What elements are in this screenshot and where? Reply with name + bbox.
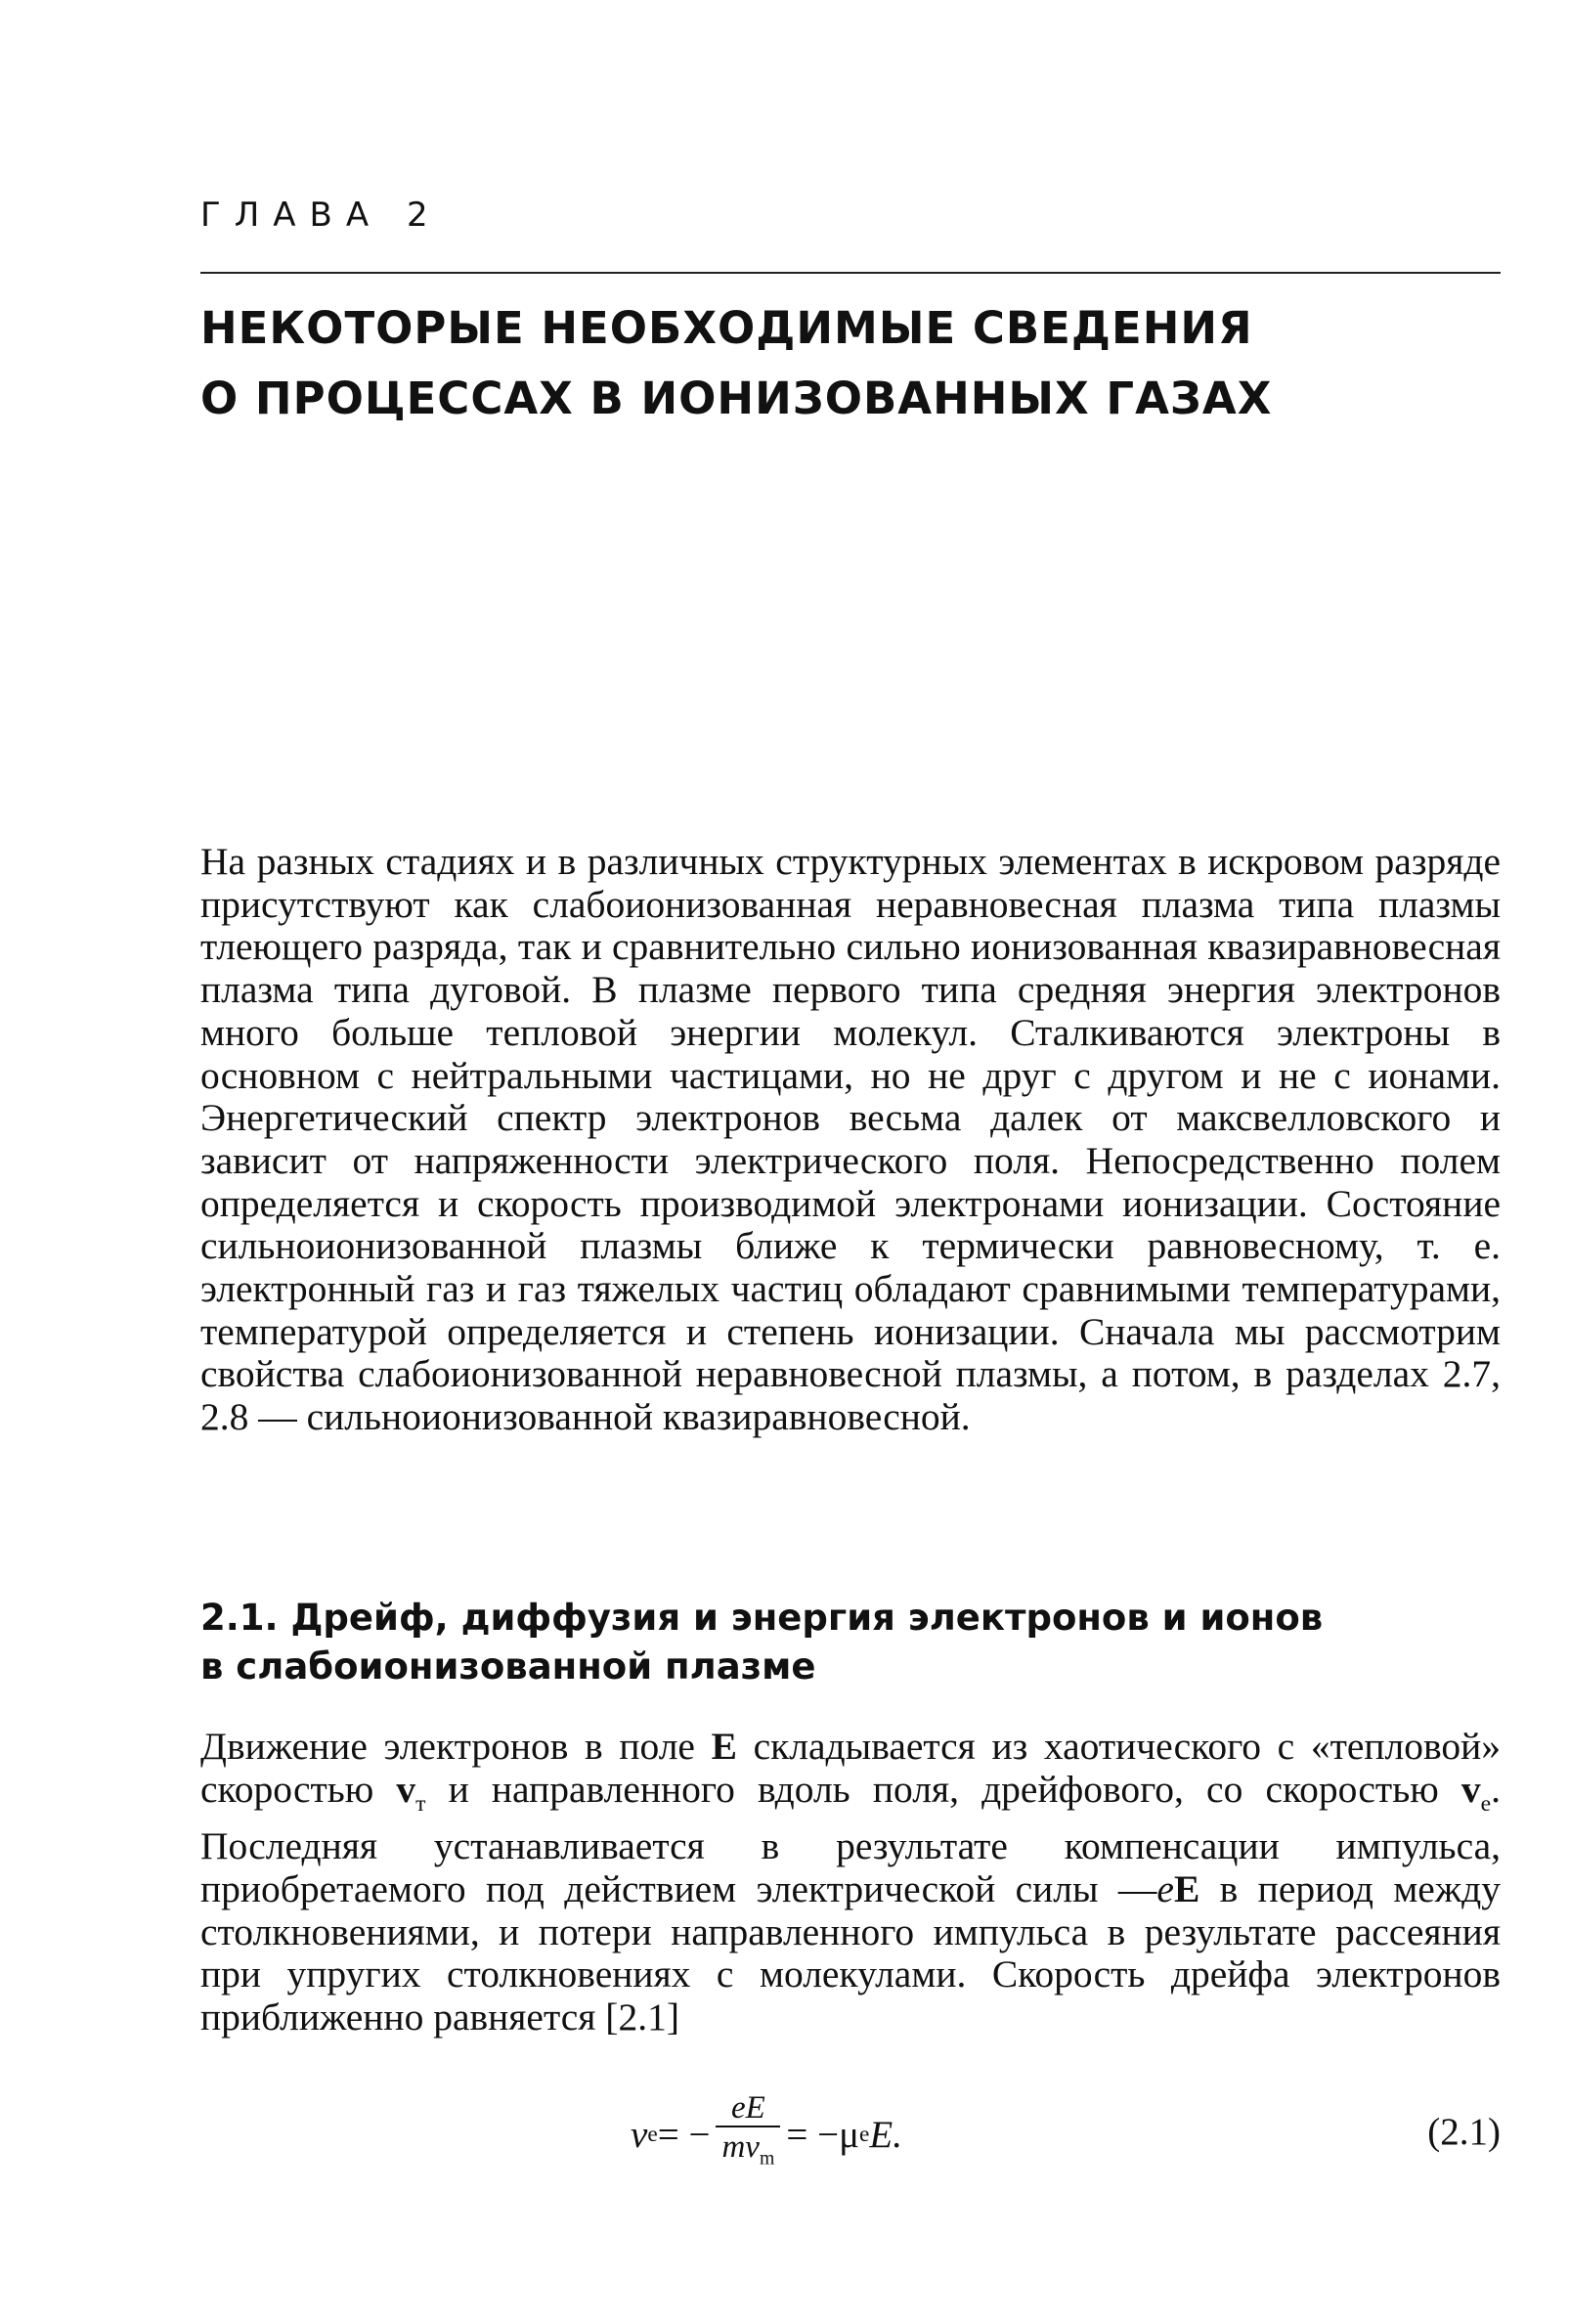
eq-numerator: eE <box>730 2090 765 2127</box>
eq-rhs: E. <box>869 2113 902 2156</box>
section-heading-line-1: 2.1. Дрейф, диффузия и энергия электронов и ионов <box>200 1597 1324 1639</box>
eq-mu-subscript: e <box>858 2121 870 2147</box>
eq-denominator <box>716 2126 780 2178</box>
section-text-1: Движение электронов в поле <box>200 1725 712 1768</box>
thermal-velocity-subscript: т <box>415 1790 426 1817</box>
intro-paragraph: На разных стадиях и в различных структурных элементах в искровом разряде присутствуют как слабоионизованная неравновесная плазма типа плазмы тлеющего разряда, так и сравнительно сильно ионизованная квазиравновесная плазма типа дуговой. В плазме первого типа средняя энергия электронов много больше тепловой энергии молекул. Сталкиваются электроны в основном с нейтральными частицами, но не друг с другом и не с ионами. Энергетический спектр электронов весьма далек от максвелловского и зависит от напряженности электрического поля. Непосредственно полем определяется и скорость производимой электронами ионизации. Состояние сильноионизованной плазмы ближе к термически равновесному, т. е. электронный газ и газ тяжелых частиц обладают сравнимыми температурами, температурой определяется и степень ионизации. Сначала мы рассмотрим свойства слабоионизованной неравновесной плазмы, а потом, в разделах 2.7, 2.8 — сильноионизованной квазиравновесной. <box>200 840 1501 1439</box>
eq-denominator-text: mν <box>721 2129 760 2166</box>
eq-equals-2: = −μ <box>786 2113 859 2156</box>
eq-denominator-subscript: m <box>759 2147 775 2170</box>
eq-lhs: v <box>631 2113 648 2156</box>
section-text-5: в период между столкновениями, и потери направленного импульса в результате рассеяния при упругих столкновениях с молекулами. Скорость дрейфа электронов приближенно равняется [2.1] <box>200 1867 1501 2039</box>
charge-symbol: e <box>1156 1867 1174 1910</box>
section-text-2: складывается из хаотического с «тепловой» скоростью <box>200 1725 1502 1811</box>
section-heading <box>200 1594 1501 1691</box>
equation-number: (2.1) <box>1427 2111 1501 2153</box>
chapter-title-line-1: НЕКОТОРЫЕ НЕОБХОДИМЫЕ СВЕДЕНИЯ <box>200 302 1253 354</box>
field-vector-E: E <box>711 1725 737 1768</box>
eq-lhs-subscript: e <box>647 2121 658 2147</box>
section-paragraph <box>200 1726 1501 2039</box>
chapter-title <box>200 293 1501 434</box>
eq-equals-1: = − <box>657 2113 711 2156</box>
chapter-divider <box>200 272 1501 274</box>
chapter-label: ГЛАВА 2 <box>200 196 442 235</box>
thermal-velocity-symbol: v <box>396 1767 416 1811</box>
drift-velocity-symbol: v <box>1460 1767 1481 1811</box>
equation-2-1 <box>200 2090 1501 2178</box>
equation-formula <box>631 2090 902 2178</box>
field-vector-E-2: E <box>1173 1867 1200 1910</box>
section-text-3: и направленного вдоль поля, дрейфового, со скоростью <box>425 1767 1461 1811</box>
drift-velocity-subscript: e <box>1480 1790 1492 1817</box>
section-heading-line-2: в слабоионизованной плазме <box>200 1645 816 1688</box>
eq-fraction <box>716 2090 780 2178</box>
section-text-4: . Последняя устанавливается в результате компенсации импульса, приобретаемого под действием электрической силы — <box>200 1767 1501 1910</box>
chapter-title-line-2: О ПРОЦЕССАХ В ИОНИЗОВАННЫХ ГАЗАХ <box>200 373 1273 424</box>
